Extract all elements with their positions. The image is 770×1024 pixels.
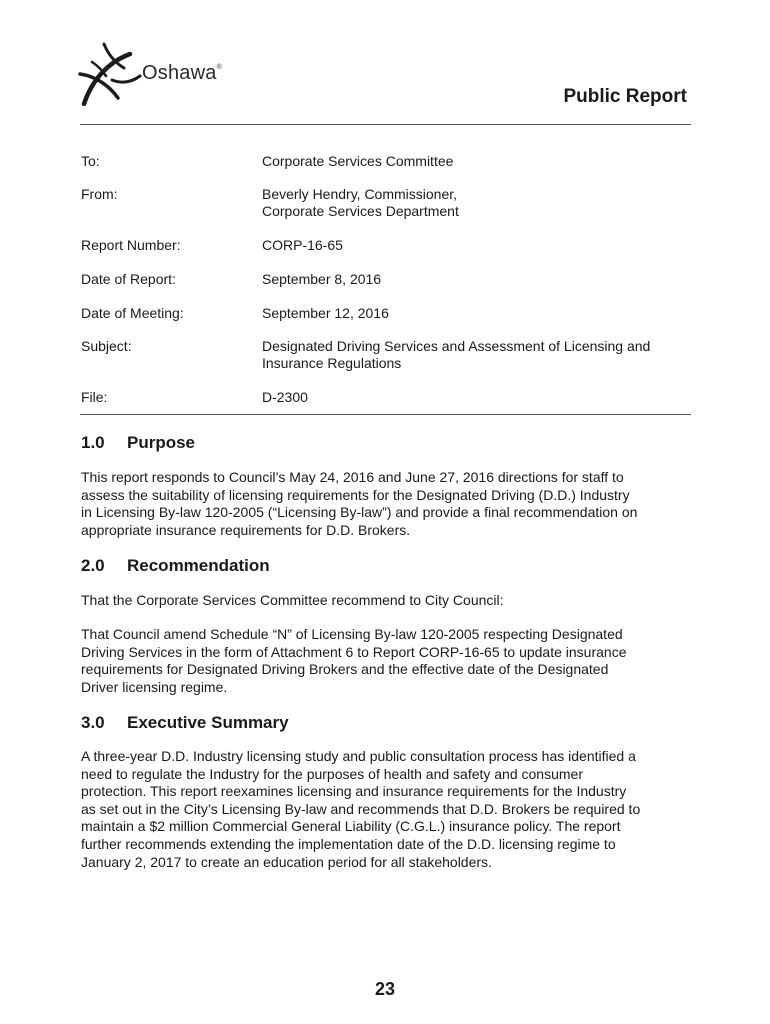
date-of-meeting-value: September 12, 2016: [262, 305, 389, 321]
report-number-label: Report Number:: [81, 237, 181, 253]
date-of-meeting-label: Date of Meeting:: [81, 305, 184, 321]
subject-label: Subject:: [81, 338, 132, 354]
recommendation-paragraph: That Council amend Schedule “N” of Licensing By-law 120-2005 respecting Designated Driving Services in the form of Attachment 6 to Report CORP-16-65 to update insurance requirements for Designated Driving Brokers and the effective date of the Designated Driver licensing regime.: [81, 626, 627, 695]
recommendation-section-number: 2.0: [81, 556, 105, 575]
report-type-title: Public Report: [563, 86, 687, 107]
purpose-paragraph: This report responds to Council’s May 24, 2016 and June 27, 2016 directions for staff to assess the suitability of licensing requirements for the Designated Driving (D.D.) Industry in Licensing By-law 120-2005 (“Licensing By-law”) and provide a final recommendation on appropriate insurance requirements for D.D. Brokers.: [81, 469, 638, 538]
subject-value: Designated Driving Services and Assessment of Licensing and Insurance Regulations: [262, 338, 651, 371]
executive-summary-section-title: Executive Summary: [127, 713, 289, 732]
from-value: Beverly Hendry, Commissioner, Corporate Services Department: [262, 186, 459, 219]
oshawa-logo: [78, 40, 268, 110]
header-divider: [80, 124, 691, 125]
report-number-value: CORP-16-65: [262, 237, 343, 253]
recommendation-intro: That the Corporate Services Committee recommend to City Council:: [81, 592, 504, 608]
page-number: 23: [374, 979, 396, 999]
to-label: To:: [81, 153, 100, 169]
from-label: From:: [81, 186, 118, 202]
date-of-report-value: September 8, 2016: [262, 271, 382, 287]
purpose-section-number: 1.0: [81, 433, 105, 452]
recommendation-section-title: Recommendation: [127, 556, 270, 575]
executive-summary-paragraph: A three-year D.D. Industry licensing study and public consultation process has identified a need to regulate the Industry for the purposes of health and safety and consumer protection. This report reexamines licensing and insurance requirements for the Industry as set out in the City’s Licensing By-law and recommends that D.D. Brokers be required to maintain a $2 million Commercial General Liability (C.G.L.) insurance policy. The report further recommends extending the implementation date of the D.D. licensing regime to January 2, 2017 to create an education period for all stakeholders.: [81, 748, 641, 870]
executive-summary-section-number: 3.0: [81, 713, 105, 732]
meta-divider: [80, 414, 691, 415]
date-of-report-label: Date of Report:: [81, 271, 176, 287]
to-value: Corporate Services Committee: [262, 153, 454, 169]
file-label: File:: [81, 389, 108, 405]
logo-wordmark: Oshawa®: [142, 62, 222, 84]
oshawa-swoosh-icon: [78, 40, 142, 106]
purpose-section-title: Purpose: [127, 433, 196, 452]
file-value: D-2300: [262, 389, 308, 405]
